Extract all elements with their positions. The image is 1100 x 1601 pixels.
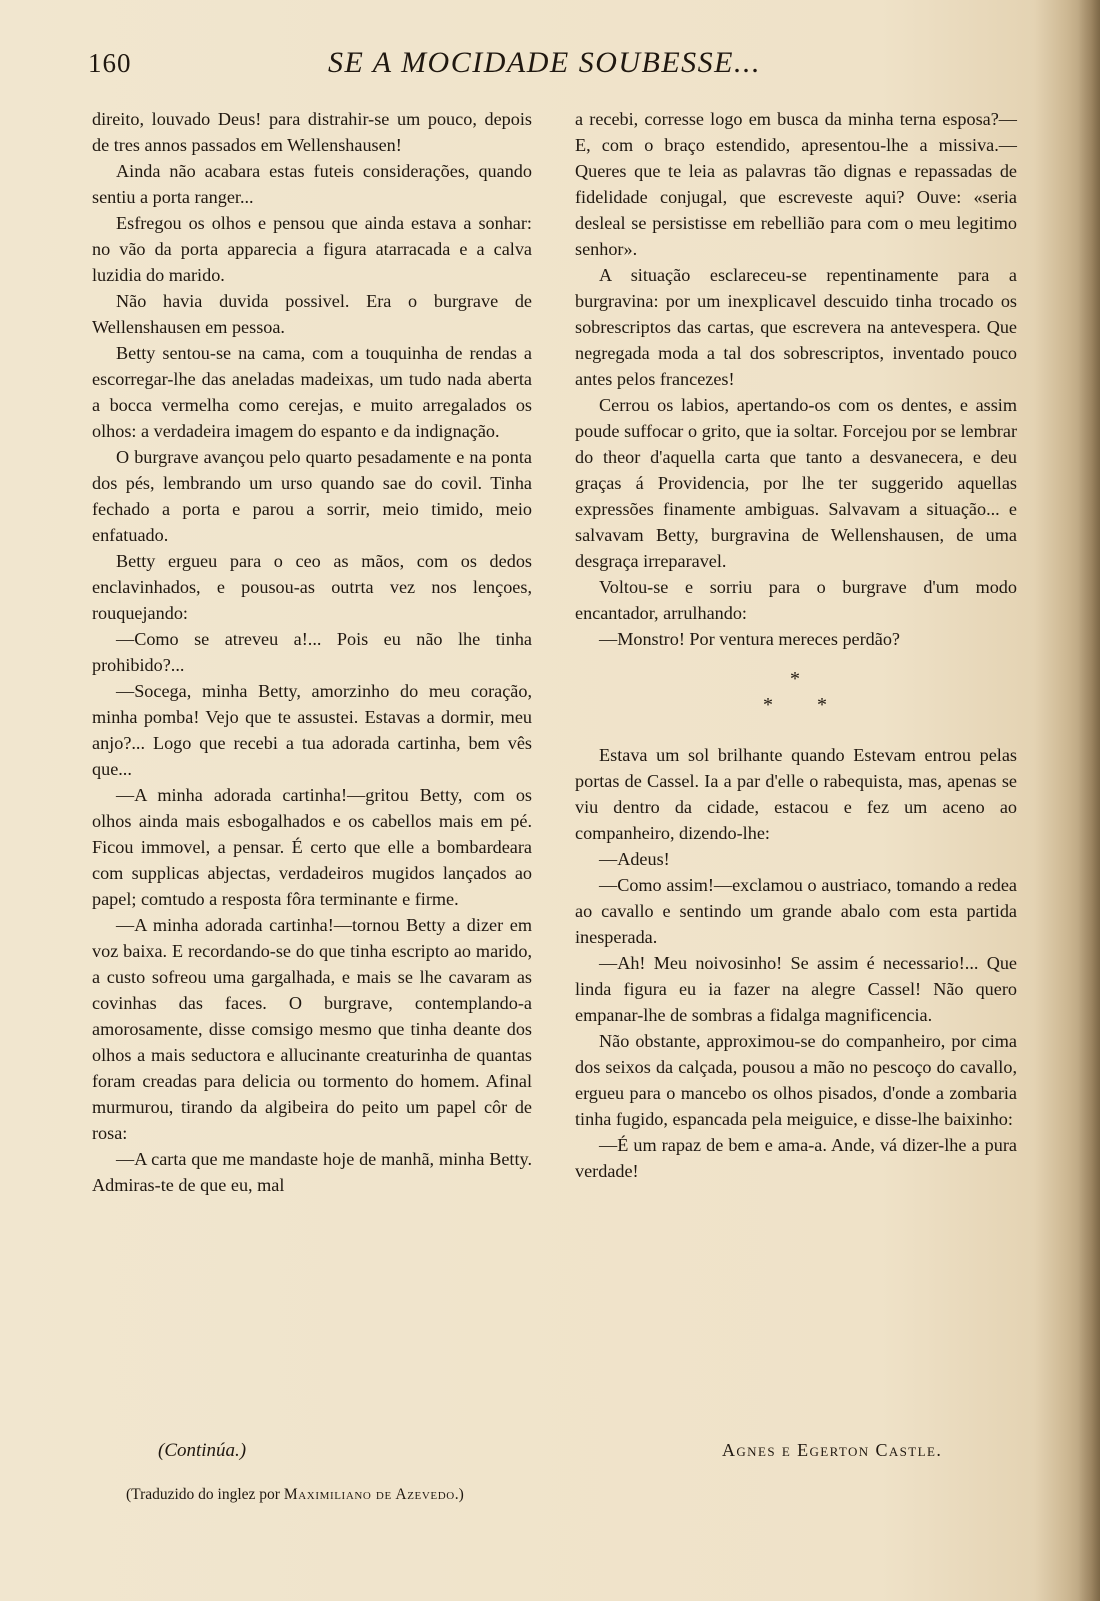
- paragraph: Não obstante, approximou-se do companheiro, por cima dos seixos da calçada, pousou a mão no pescoço do cavallo, ergueu para o mancebo os olhos pisados, d'onde a zombaria tinha fugido, espancada pela meiguice, e disse-lhe baixinho:: [575, 1031, 1017, 1129]
- credit-suffix: .): [454, 1486, 464, 1503]
- to-be-continued-note: (Continúa.): [158, 1440, 247, 1461]
- paragraph: —A carta que me mandaste hoje de manhã, minha Betty. Admiras-te de que eu, mal: [92, 1149, 532, 1195]
- running-title: SE A MOCIDADE SOUBESSE...: [328, 46, 762, 79]
- page-edge-shadow: [1078, 0, 1100, 1601]
- paragraph: —Como se atreveu a!... Pois eu não lhe tinha prohibido?...: [92, 629, 532, 675]
- credit-prefix: (Traduzido do inglez por: [126, 1486, 280, 1503]
- asterisk: *: [763, 694, 773, 716]
- section-break-asterism: [575, 652, 1017, 742]
- paragraph: Betty ergueu para o ceo as mãos, com os dedos enclavinhados, e pousou-as outrta vez nos lençoes, rouquejando:: [92, 551, 532, 623]
- paragraph: a recebi, corresse logo em busca da minha terna esposa?—E, com o braço estendido, apresentou-lhe a missiva.—Queres que te leia as palavras tão dignas e repassadas de fidelidade conjugal, que escreveste aqui? Ouve: «seria desleal se persistisse em rebellião para com o meu legitimo senhor».: [575, 109, 1017, 259]
- paragraph: —Socega, minha Betty, amorzinho do meu coração, minha pomba! Vejo que te assustei. Estavas a dormir, meu anjo?... Logo que recebi a tua adorada cartinha, bem vês que...: [92, 681, 532, 779]
- paragraph: Betty sentou-se na cama, com a touquinha de rendas a escorregar-lhe das aneladas madeixas, um tudo nada aberta a bocca vermelha como cerejas, e muito arregalados os olhos: a verdadeira imagem do espanto e da indignação.: [92, 343, 532, 441]
- paragraph: direito, louvado Deus! para distrahir-se um pouco, depois de tres annos passados em Wellenshausen!: [92, 109, 532, 155]
- page-number: 160: [88, 48, 132, 78]
- paragraph: —A minha adorada cartinha!—gritou Betty, com os olhos ainda mais esbogalhados e os cabellos mais em pé. Ficou immovel, a pensar. É certo que elle a bombardeara com supplicas abjectas, verdadeiros mugidos lançados ao papel; comtudo a resposta fôra terminante e firme.: [92, 785, 532, 909]
- paragraph: —Como assim!—exclamou o austriaco, tomando a redea ao cavallo e sentindo um grande abalo com esta partida inesperada.: [575, 875, 1017, 947]
- paragraph: —Adeus!: [599, 849, 670, 869]
- paragraph: —A minha adorada cartinha!—tornou Betty a dizer em voz baixa. E recordando-se do que tinha escripto ao marido, a custo sofreou uma gargalhada, e mais se lhe cavaram as covinhas das faces. O burgrave, contemplando-a amorosamente, disse comsigo mesmo que tinha deante dos olhos a mais seductora e allucinante creaturinha de quantas foram creadas para delicia ou tormento do homem. Afinal murmurou, tirando da algibeira do peito um papel côr de rosa:: [92, 915, 532, 1143]
- page-header: [88, 40, 1028, 90]
- translator-name: Maximiliano de Azevedo: [283, 1486, 455, 1503]
- translation-credit: [126, 1486, 464, 1504]
- right-column: [575, 106, 1017, 1184]
- paragraph: Ainda não acabara estas futeis considerações, quando sentiu a porta ranger...: [92, 161, 532, 207]
- paragraph: Esfregou os olhos e pensou que ainda estava a sonhar: no vão da porta apparecia a figura atarracada e a calva luzidia do marido.: [92, 213, 532, 285]
- paragraph: Não havia duvida possivel. Era o burgrave de Wellenshausen em pessoa.: [92, 291, 532, 337]
- paragraph: —É um rapaz de bem e ama-a. Ande, vá dizer-lhe a pura verdade!: [575, 1135, 1017, 1181]
- paragraph: —Ah! Meu noivosinho! Se assim é necessario!... Que linda figura eu ia fazer na alegre Cassel! Não quero empanar-lhe de sombras a fidalga magnificencia.: [575, 953, 1017, 1025]
- author-signature: Agnes e Egerton Castle.: [722, 1440, 943, 1460]
- paragraph: O burgrave avançou pelo quarto pesadamente e na ponta dos pés, lembrando um urso quando sae do covil. Tinha fechado a porta e parou a sorrir, meio timido, meio enfatuado.: [92, 447, 532, 545]
- paragraph: Estava um sol brilhante quando Estevam entrou pelas portas de Cassel. Ia a par d'elle o rabequista, mas, apenas se viu dentro da cidade, estacou e fez um aceno ao companheiro, dizendo-lhe:: [575, 745, 1017, 843]
- paragraph: Voltou-se e sorriu para o burgrave d'um modo encantador, arrulhando:: [575, 577, 1017, 623]
- asterisk: *: [790, 668, 800, 690]
- left-column: [92, 106, 532, 1198]
- paragraph: —Monstro! Por ventura mereces perdão?: [599, 629, 900, 649]
- paragraph: Cerrou os labios, apertando-os com os dentes, e assim poude suffocar o grito, que ia soltar. Forcejou por se lembrar do theor d'aquella carta que tanto a desvanecera, e deu graças á Providencia, por lhe ter suggerido aquellas expressões finamente ambiguas. Salvavam a situação... e salvavam Betty, burgravina de Wellenshausen, de uma desgraça irreparavel.: [575, 395, 1017, 571]
- paragraph: A situação esclareceu-se repentinamente para a burgravina: por um inexplicavel descuido tinha trocado os sobrescriptos das cartas, que escrevera na antevespera. Que negregada moda a tal dos sobrescriptos, inventado pouco antes pelos francezes!: [575, 265, 1017, 389]
- asterisk: *: [817, 694, 827, 716]
